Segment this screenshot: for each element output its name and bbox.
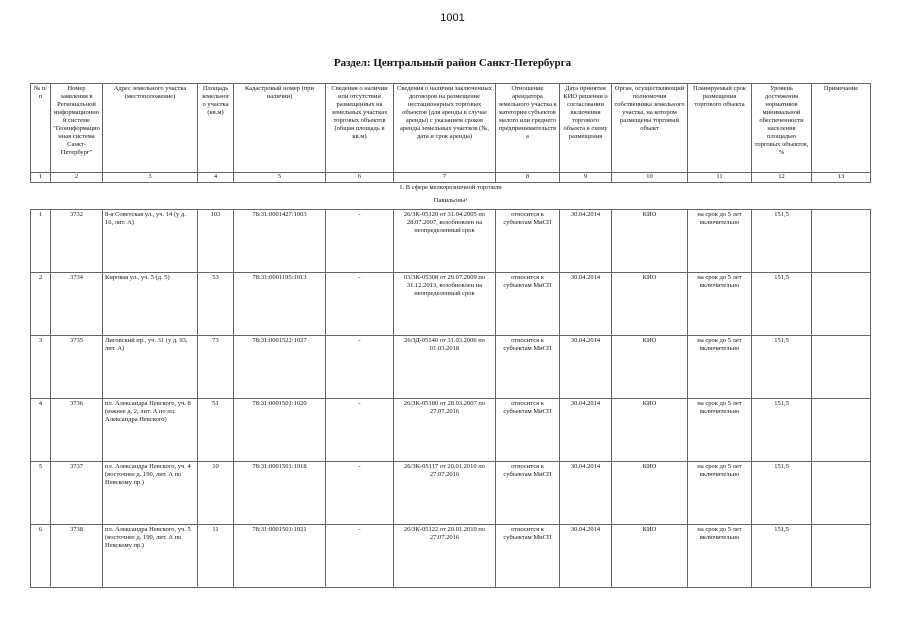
retail-objects-table xyxy=(30,83,871,588)
lease-contract-cell: 26/ЗК-05117 от 20.01.2010 по 27.07.2016 xyxy=(394,462,496,525)
owner-authority-cell: КИО xyxy=(612,399,688,462)
column-header: Отношение арендатора земельного участка к категории субъектов малого или среднего предпринимательства xyxy=(496,84,560,173)
column-header: Кадастровый номер (при наличии) xyxy=(234,84,326,173)
table-row xyxy=(31,273,871,336)
area-cell: 51 xyxy=(198,399,234,462)
area-cell: 10 xyxy=(198,462,234,525)
column-number: 11 xyxy=(688,173,752,183)
column-number: 5 xyxy=(234,173,326,183)
application-number-cell: 3738 xyxy=(51,525,103,588)
column-number: 7 xyxy=(394,173,496,183)
placement-term-cell: на срок до 5 лет включительно xyxy=(688,273,752,336)
group-row xyxy=(31,183,871,197)
lease-contract-cell: 26/ЗД-05140 от 31.03.2006 по 01.03.2018 xyxy=(394,336,496,399)
column-number: 8 xyxy=(496,173,560,183)
placement-term-cell: на срок до 5 лет включительно xyxy=(688,399,752,462)
note-cell xyxy=(812,525,871,588)
column-header: Площадь земельного участка (кв.м) xyxy=(198,84,234,173)
column-header: Сведения о наличии или отсутствии размещенных на земельных участках торговых объектов (общая площадь в кв.м) xyxy=(326,84,394,173)
approval-date-cell: 30.04.2014 xyxy=(560,525,612,588)
column-number: 10 xyxy=(612,173,688,183)
owner-authority-cell: КИО xyxy=(612,525,688,588)
sme-category-cell: относится к субъектам МиСП xyxy=(496,336,560,399)
area-cell: 103 xyxy=(198,210,234,273)
sme-category-cell: относится к субъектам МиСП xyxy=(496,462,560,525)
sme-category-cell: относится к субъектам МиСП xyxy=(496,210,560,273)
column-header: Адрес земельного участка (местоположение) xyxy=(103,84,198,173)
provision-level-cell: 151,5 xyxy=(752,462,812,525)
lease-contract-cell: 26/ЗК-05180 от 28.03.2007 по 27.07.2016 xyxy=(394,399,496,462)
address-cell: Кировая ул., уч. 5 (д. 5) xyxy=(103,273,198,336)
column-number: 4 xyxy=(198,173,234,183)
row-number-cell: 5 xyxy=(31,462,51,525)
subgroup-label: Павильоны¹ xyxy=(433,197,468,204)
address-cell: пл. Александра Невского, уч. 8 (южнее д. 2, лит. А по пл. Александра Невского) xyxy=(103,399,198,462)
column-number: 3 xyxy=(103,173,198,183)
column-number-row xyxy=(31,173,871,183)
approval-date-cell: 30.04.2014 xyxy=(560,273,612,336)
approval-date-cell: 30.04.2014 xyxy=(560,462,612,525)
owner-authority-cell: КИО xyxy=(612,336,688,399)
address-cell: 8-я Советская ул., уч. 14 (у д. 16, лит. А) xyxy=(103,210,198,273)
lease-contract-cell: 26/ЗК-05122 от 20.01.2010 по 27.07.2016 xyxy=(394,525,496,588)
cadastral-number-cell: 78:31:0001501:1020 xyxy=(234,399,326,462)
table-row xyxy=(31,525,871,588)
approval-date-cell: 30.04.2014 xyxy=(560,210,612,273)
area-cell: 53 xyxy=(198,273,234,336)
area-cell: 11 xyxy=(198,525,234,588)
row-number-cell: 6 xyxy=(31,525,51,588)
column-number: 1 xyxy=(31,173,51,183)
placement-term-cell: на срок до 5 лет включительно xyxy=(688,336,752,399)
provision-level-cell: 151,5 xyxy=(752,210,812,273)
row-number-cell: 2 xyxy=(31,273,51,336)
provision-level-cell: 151,5 xyxy=(752,525,812,588)
cadastral-number-cell: 78:31:0001501:1021 xyxy=(234,525,326,588)
table-row xyxy=(31,336,871,399)
group-label: 1. В сфере мелкорозничной торговли xyxy=(399,184,502,191)
application-number-cell: 3736 xyxy=(51,399,103,462)
cadastral-number-cell: 78:31:0001522:1027 xyxy=(234,336,326,399)
column-header: Дата принятия КИО решения о согласовании включения торгового объекта в схему размещения xyxy=(560,84,612,173)
note-cell xyxy=(812,210,871,273)
column-header: Номер заявления в Региональной информационной системе "Геоинформационная система Санкт-Петербург" xyxy=(51,84,103,173)
lease-contract-cell: 03/ЗК-05308 от 29.07.2009 по 31.12.2013, возобновлен на неопределенный срок xyxy=(394,273,496,336)
sme-category-cell: относится к субъектам МиСП xyxy=(496,399,560,462)
cadastral-number-cell: 78:31:0001195:1013 xyxy=(234,273,326,336)
application-number-cell: 3732 xyxy=(51,210,103,273)
existing-objects-cell: - xyxy=(326,336,394,399)
column-header: Уровень достижения нормативов минимальной обеспеченности населения площадью торговых объектов, % xyxy=(752,84,812,173)
placement-term-cell: на срок до 5 лет включительно xyxy=(688,210,752,273)
existing-objects-cell: - xyxy=(326,210,394,273)
column-number: 2 xyxy=(51,173,103,183)
sme-category-cell: относится к субъектам МиСП xyxy=(496,525,560,588)
existing-objects-cell: - xyxy=(326,273,394,336)
column-number: 12 xyxy=(752,173,812,183)
address-cell: пл. Александра Невского, уч. 4 (восточнее д. 190, лит. А по Невскому пр.) xyxy=(103,462,198,525)
page-number: 1001 xyxy=(440,12,465,24)
column-header: Сведения о наличии заключенных договоров на размещение нестационарных торговых объектов (для аренды в случае аренды) с указанием сроков аренды земельных участков (№, дата и срок аренды) xyxy=(394,84,496,173)
owner-authority-cell: КИО xyxy=(612,462,688,525)
cadastral-number-cell: 78:31:0001427:1003 xyxy=(234,210,326,273)
row-number-cell: 1 xyxy=(31,210,51,273)
area-cell: 73 xyxy=(198,336,234,399)
lease-contract-cell: 26/ЗК-05120 от 31.04.2005 по 28.07.2007, возобновлен на неопределенный срок xyxy=(394,210,496,273)
table-row xyxy=(31,399,871,462)
column-number: 13 xyxy=(812,173,871,183)
column-number: 9 xyxy=(560,173,612,183)
placement-term-cell: на срок до 5 лет включительно xyxy=(688,462,752,525)
approval-date-cell: 30.04.2014 xyxy=(560,399,612,462)
column-number: 6 xyxy=(326,173,394,183)
subgroup-row xyxy=(31,196,871,210)
owner-authority-cell: КИО xyxy=(612,273,688,336)
column-header: Примечание xyxy=(812,84,871,173)
application-number-cell: 3734 xyxy=(51,273,103,336)
table-row xyxy=(31,462,871,525)
row-number-cell: 3 xyxy=(31,336,51,399)
placement-term-cell: на срок до 5 лет включительно xyxy=(688,525,752,588)
note-cell xyxy=(812,462,871,525)
column-header: Планируемый срок размещения торгового объекта xyxy=(688,84,752,173)
provision-level-cell: 151,5 xyxy=(752,273,812,336)
application-number-cell: 3737 xyxy=(51,462,103,525)
provision-level-cell: 151,5 xyxy=(752,336,812,399)
section-title: Раздел: Центральный район Санкт-Петербурга xyxy=(333,57,572,69)
note-cell xyxy=(812,336,871,399)
note-cell xyxy=(812,273,871,336)
table-row xyxy=(31,210,871,273)
row-number-cell: 4 xyxy=(31,399,51,462)
column-header: Орган, осуществляющий полномочия собственника земельного участка, на котором размещены торговый объект xyxy=(612,84,688,173)
note-cell xyxy=(812,399,871,462)
column-header: № п/п xyxy=(31,84,51,173)
owner-authority-cell: КИО xyxy=(612,210,688,273)
existing-objects-cell: - xyxy=(326,525,394,588)
header-row xyxy=(31,84,871,173)
address-cell: пл. Александра Невского, уч. 5 (восточнее д. 190, лит. А по Невскому пр.) xyxy=(103,525,198,588)
existing-objects-cell: - xyxy=(326,462,394,525)
cadastral-number-cell: 78:31:0001501:1018 xyxy=(234,462,326,525)
address-cell: Лиговский пр., уч. 31 (у д. 93, лит. А) xyxy=(103,336,198,399)
existing-objects-cell: - xyxy=(326,399,394,462)
provision-level-cell: 151,5 xyxy=(752,399,812,462)
application-number-cell: 3735 xyxy=(51,336,103,399)
sme-category-cell: относится к субъектам МиСП xyxy=(496,273,560,336)
approval-date-cell: 30.04.2014 xyxy=(560,336,612,399)
